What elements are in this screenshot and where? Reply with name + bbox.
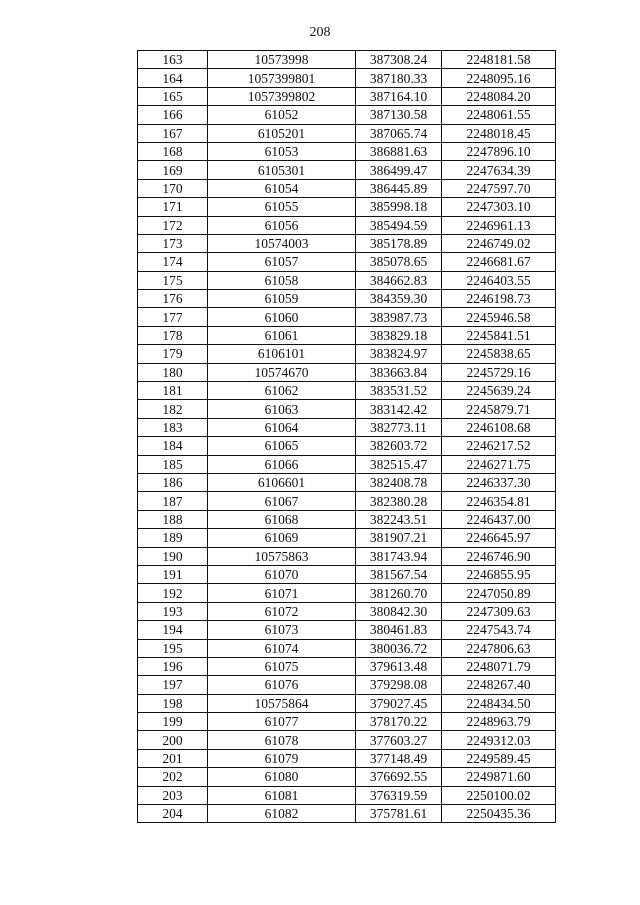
y-coordinate-cell: 2246749.02	[442, 234, 556, 252]
y-coordinate-cell: 2248061.55	[442, 106, 556, 124]
x-coordinate-cell: 380842.30	[356, 602, 442, 620]
y-coordinate-cell: 2248267.40	[442, 676, 556, 694]
x-coordinate-cell: 385998.18	[356, 198, 442, 216]
point-id-cell: 61081	[208, 786, 356, 804]
point-number-cell: 180	[138, 363, 208, 381]
table-row	[138, 529, 556, 547]
table-row	[138, 308, 556, 326]
table-row	[138, 786, 556, 804]
x-coordinate-cell: 383142.42	[356, 400, 442, 418]
x-coordinate-cell: 380461.83	[356, 621, 442, 639]
point-number-cell: 173	[138, 234, 208, 252]
y-coordinate-cell: 2246437.00	[442, 510, 556, 528]
y-coordinate-cell: 2248963.79	[442, 713, 556, 731]
x-coordinate-cell: 377148.49	[356, 749, 442, 767]
point-id-cell: 61074	[208, 639, 356, 657]
y-coordinate-cell: 2248434.50	[442, 694, 556, 712]
table-row	[138, 69, 556, 87]
point-number-cell: 191	[138, 565, 208, 583]
table-row	[138, 492, 556, 510]
table-row	[138, 400, 556, 418]
point-id-cell: 61054	[208, 179, 356, 197]
x-coordinate-cell: 382380.28	[356, 492, 442, 510]
point-number-cell: 184	[138, 437, 208, 455]
point-id-cell: 61057	[208, 253, 356, 271]
x-coordinate-cell: 385078.65	[356, 253, 442, 271]
table-row	[138, 253, 556, 271]
x-coordinate-cell: 382773.11	[356, 418, 442, 436]
x-coordinate-cell: 382243.51	[356, 510, 442, 528]
point-number-cell: 204	[138, 805, 208, 823]
x-coordinate-cell: 385494.59	[356, 216, 442, 234]
point-id-cell: 61070	[208, 565, 356, 583]
x-coordinate-cell: 382408.78	[356, 473, 442, 491]
point-id-cell: 61062	[208, 382, 356, 400]
point-id-cell: 10575864	[208, 694, 356, 712]
point-number-cell: 175	[138, 271, 208, 289]
table-row	[138, 473, 556, 491]
point-id-cell: 61079	[208, 749, 356, 767]
table-row	[138, 676, 556, 694]
point-id-cell: 61073	[208, 621, 356, 639]
point-number-cell: 197	[138, 676, 208, 694]
table-row	[138, 768, 556, 786]
y-coordinate-cell: 2247597.70	[442, 179, 556, 197]
y-coordinate-cell: 2247050.89	[442, 584, 556, 602]
point-number-cell: 163	[138, 51, 208, 69]
point-number-cell: 192	[138, 584, 208, 602]
point-id-cell: 6106101	[208, 345, 356, 363]
table-row	[138, 161, 556, 179]
y-coordinate-cell: 2246645.97	[442, 529, 556, 547]
y-coordinate-cell: 2247309.63	[442, 602, 556, 620]
table-row	[138, 326, 556, 344]
table-row	[138, 418, 556, 436]
point-id-cell: 61080	[208, 768, 356, 786]
page-number: 208	[309, 25, 331, 40]
y-coordinate-cell: 2245639.24	[442, 382, 556, 400]
table-row	[138, 234, 556, 252]
point-id-cell: 61076	[208, 676, 356, 694]
y-coordinate-cell: 2246403.55	[442, 271, 556, 289]
table-row	[138, 584, 556, 602]
y-coordinate-cell: 2249871.60	[442, 768, 556, 786]
point-id-cell: 10574003	[208, 234, 356, 252]
x-coordinate-cell: 383531.52	[356, 382, 442, 400]
point-id-cell: 10574670	[208, 363, 356, 381]
point-id-cell: 61068	[208, 510, 356, 528]
x-coordinate-cell: 387065.74	[356, 124, 442, 142]
x-coordinate-cell: 387164.10	[356, 87, 442, 105]
point-number-cell: 166	[138, 106, 208, 124]
y-coordinate-cell: 2248095.16	[442, 69, 556, 87]
table-row	[138, 694, 556, 712]
y-coordinate-cell: 2245841.51	[442, 326, 556, 344]
point-id-cell: 10575863	[208, 547, 356, 565]
x-coordinate-cell: 376319.59	[356, 786, 442, 804]
x-coordinate-cell: 377603.27	[356, 731, 442, 749]
point-id-cell: 6106601	[208, 473, 356, 491]
point-number-cell: 186	[138, 473, 208, 491]
point-number-cell: 178	[138, 326, 208, 344]
point-id-cell: 10573998	[208, 51, 356, 69]
point-id-cell: 61078	[208, 731, 356, 749]
point-number-cell: 167	[138, 124, 208, 142]
y-coordinate-cell: 2245729.16	[442, 363, 556, 381]
x-coordinate-cell: 386499.47	[356, 161, 442, 179]
x-coordinate-cell: 379027.45	[356, 694, 442, 712]
point-id-cell: 6105301	[208, 161, 356, 179]
y-coordinate-cell: 2247896.10	[442, 142, 556, 160]
y-coordinate-cell: 2246354.81	[442, 492, 556, 510]
point-id-cell: 61077	[208, 713, 356, 731]
table-row	[138, 455, 556, 473]
table-row	[138, 216, 556, 234]
point-number-cell: 169	[138, 161, 208, 179]
y-coordinate-cell: 2247806.63	[442, 639, 556, 657]
point-number-cell: 176	[138, 290, 208, 308]
y-coordinate-cell: 2248084.20	[442, 87, 556, 105]
table-row	[138, 382, 556, 400]
x-coordinate-cell: 386881.63	[356, 142, 442, 160]
point-number-cell: 181	[138, 382, 208, 400]
table-row	[138, 657, 556, 675]
point-id-cell: 61063	[208, 400, 356, 418]
point-id-cell: 61069	[208, 529, 356, 547]
x-coordinate-cell: 387180.33	[356, 69, 442, 87]
table-row	[138, 87, 556, 105]
y-coordinate-cell: 2246855.95	[442, 565, 556, 583]
point-number-cell: 199	[138, 713, 208, 731]
x-coordinate-cell: 381743.94	[356, 547, 442, 565]
point-number-cell: 190	[138, 547, 208, 565]
table-row	[138, 271, 556, 289]
point-number-cell: 174	[138, 253, 208, 271]
x-coordinate-cell: 384662.83	[356, 271, 442, 289]
point-id-cell: 61071	[208, 584, 356, 602]
point-id-cell: 61072	[208, 602, 356, 620]
x-coordinate-cell: 383829.18	[356, 326, 442, 344]
point-id-cell: 61064	[208, 418, 356, 436]
point-id-cell: 61067	[208, 492, 356, 510]
point-number-cell: 198	[138, 694, 208, 712]
point-number-cell: 188	[138, 510, 208, 528]
y-coordinate-cell: 2249589.45	[442, 749, 556, 767]
coordinates-table	[137, 50, 556, 823]
y-coordinate-cell: 2246108.68	[442, 418, 556, 436]
table-row	[138, 621, 556, 639]
point-number-cell: 203	[138, 786, 208, 804]
table-row	[138, 142, 556, 160]
x-coordinate-cell: 375781.61	[356, 805, 442, 823]
y-coordinate-cell: 2247634.39	[442, 161, 556, 179]
x-coordinate-cell: 382515.47	[356, 455, 442, 473]
table-row	[138, 805, 556, 823]
point-number-cell: 172	[138, 216, 208, 234]
x-coordinate-cell: 383987.73	[356, 308, 442, 326]
point-id-cell: 61066	[208, 455, 356, 473]
point-number-cell: 168	[138, 142, 208, 160]
y-coordinate-cell: 2246271.75	[442, 455, 556, 473]
point-number-cell: 182	[138, 400, 208, 418]
x-coordinate-cell: 386445.89	[356, 179, 442, 197]
y-coordinate-cell: 2248018.45	[442, 124, 556, 142]
x-coordinate-cell: 383663.84	[356, 363, 442, 381]
table-row	[138, 547, 556, 565]
x-coordinate-cell: 385178.89	[356, 234, 442, 252]
y-coordinate-cell: 2246681.67	[442, 253, 556, 271]
y-coordinate-cell: 2246217.52	[442, 437, 556, 455]
table-row	[138, 290, 556, 308]
table-row	[138, 731, 556, 749]
x-coordinate-cell: 379613.48	[356, 657, 442, 675]
point-id-cell: 61052	[208, 106, 356, 124]
table-row	[138, 602, 556, 620]
table-row	[138, 106, 556, 124]
y-coordinate-cell: 2249312.03	[442, 731, 556, 749]
point-number-cell: 193	[138, 602, 208, 620]
point-id-cell: 6105201	[208, 124, 356, 142]
y-coordinate-cell: 2246337.30	[442, 473, 556, 491]
table-row	[138, 179, 556, 197]
x-coordinate-cell: 381907.21	[356, 529, 442, 547]
point-number-cell: 165	[138, 87, 208, 105]
point-id-cell: 61053	[208, 142, 356, 160]
table-row	[138, 363, 556, 381]
y-coordinate-cell: 2248181.58	[442, 51, 556, 69]
table-row	[138, 749, 556, 767]
y-coordinate-cell: 2250435.36	[442, 805, 556, 823]
point-id-cell: 61065	[208, 437, 356, 455]
table-row	[138, 124, 556, 142]
point-number-cell: 189	[138, 529, 208, 547]
point-number-cell: 177	[138, 308, 208, 326]
x-coordinate-cell: 381567.54	[356, 565, 442, 583]
point-id-cell: 61082	[208, 805, 356, 823]
point-id-cell: 61055	[208, 198, 356, 216]
y-coordinate-cell: 2246198.73	[442, 290, 556, 308]
y-coordinate-cell: 2248071.79	[442, 657, 556, 675]
x-coordinate-cell: 376692.55	[356, 768, 442, 786]
x-coordinate-cell: 378170.22	[356, 713, 442, 731]
x-coordinate-cell: 381260.70	[356, 584, 442, 602]
table-row	[138, 198, 556, 216]
y-coordinate-cell: 2246746.90	[442, 547, 556, 565]
table-row	[138, 713, 556, 731]
point-number-cell: 201	[138, 749, 208, 767]
y-coordinate-cell: 2245879.71	[442, 400, 556, 418]
x-coordinate-cell: 387308.24	[356, 51, 442, 69]
y-coordinate-cell: 2247303.10	[442, 198, 556, 216]
x-coordinate-cell: 384359.30	[356, 290, 442, 308]
point-number-cell: 185	[138, 455, 208, 473]
point-number-cell: 187	[138, 492, 208, 510]
point-number-cell: 202	[138, 768, 208, 786]
table-row	[138, 510, 556, 528]
point-number-cell: 171	[138, 198, 208, 216]
point-id-cell: 61058	[208, 271, 356, 289]
table-row	[138, 51, 556, 69]
point-number-cell: 196	[138, 657, 208, 675]
point-id-cell: 61059	[208, 290, 356, 308]
point-number-cell: 164	[138, 69, 208, 87]
point-id-cell: 1057399801	[208, 69, 356, 87]
x-coordinate-cell: 382603.72	[356, 437, 442, 455]
y-coordinate-cell: 2247543.74	[442, 621, 556, 639]
x-coordinate-cell: 379298.08	[356, 676, 442, 694]
y-coordinate-cell: 2245946.58	[442, 308, 556, 326]
y-coordinate-cell: 2245838.65	[442, 345, 556, 363]
point-id-cell: 61056	[208, 216, 356, 234]
y-coordinate-cell: 2250100.02	[442, 786, 556, 804]
point-number-cell: 179	[138, 345, 208, 363]
point-id-cell: 61060	[208, 308, 356, 326]
point-id-cell: 1057399802	[208, 87, 356, 105]
y-coordinate-cell: 2246961.13	[442, 216, 556, 234]
point-number-cell: 194	[138, 621, 208, 639]
coordinates-table-body	[138, 51, 556, 823]
x-coordinate-cell: 383824.97	[356, 345, 442, 363]
point-number-cell: 200	[138, 731, 208, 749]
point-number-cell: 183	[138, 418, 208, 436]
point-id-cell: 61075	[208, 657, 356, 675]
point-number-cell: 195	[138, 639, 208, 657]
table-row	[138, 565, 556, 583]
table-row	[138, 345, 556, 363]
table-row	[138, 437, 556, 455]
point-id-cell: 61061	[208, 326, 356, 344]
x-coordinate-cell: 380036.72	[356, 639, 442, 657]
table-row	[138, 639, 556, 657]
point-number-cell: 170	[138, 179, 208, 197]
x-coordinate-cell: 387130.58	[356, 106, 442, 124]
